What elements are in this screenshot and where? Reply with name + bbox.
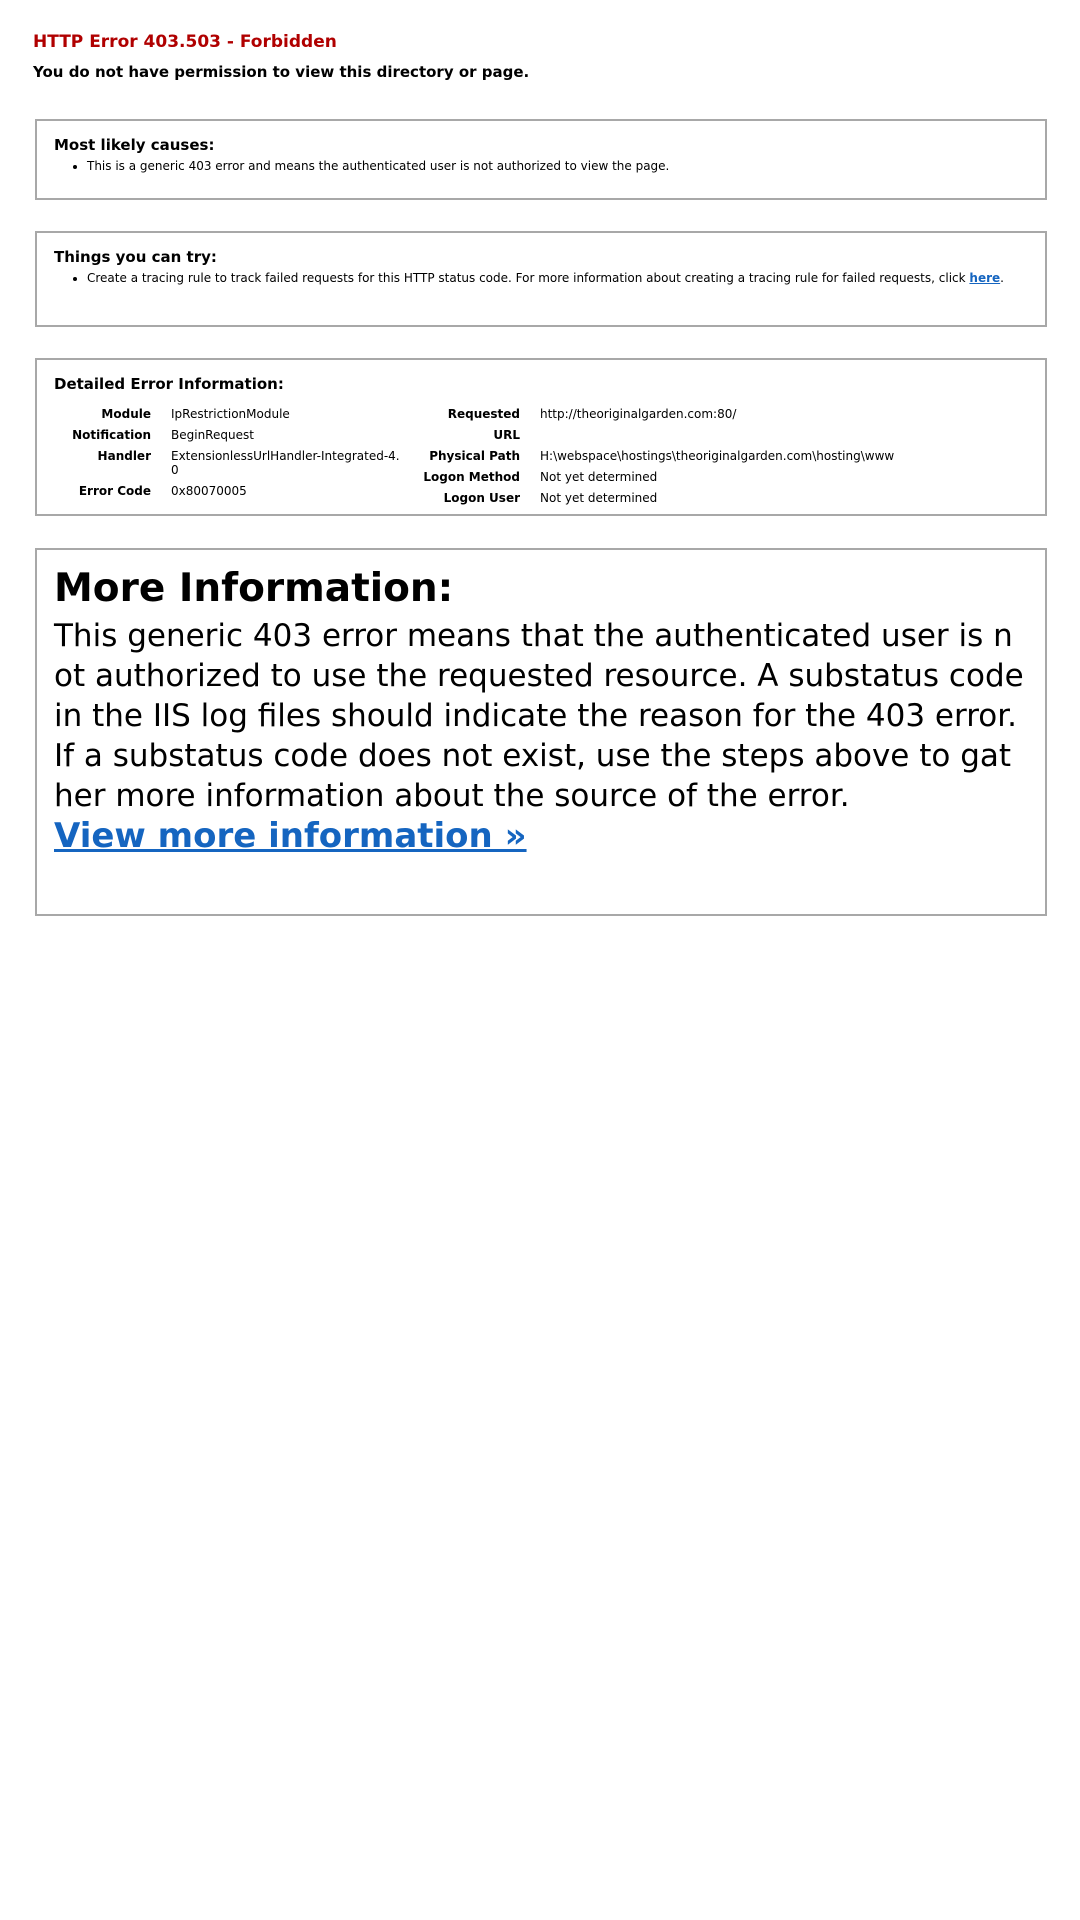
table-row bbox=[54, 446, 406, 481]
try-item-suffix: . bbox=[1000, 271, 1004, 285]
causes-list bbox=[54, 159, 1029, 173]
physical-path-value: H:\webspace\hostings\theoriginalgarden.com\hosting\www bbox=[540, 449, 895, 463]
try-item-text: Create a tracing rule to track failed requests for this HTTP status code. For more information about creating a tracing rule for failed requests, click bbox=[87, 271, 970, 285]
view-more-information-link[interactable]: View more information » bbox=[54, 816, 527, 856]
details-heading: Detailed Error Information: bbox=[54, 375, 284, 393]
things-to-try-panel bbox=[35, 231, 1047, 327]
more-information-panel bbox=[35, 548, 1047, 916]
table-row bbox=[417, 488, 894, 509]
requested-url-value: http://theoriginalgarden.com:80/ bbox=[540, 407, 737, 421]
try-item bbox=[87, 271, 1029, 285]
try-heading: Things you can try: bbox=[54, 248, 217, 266]
handler-value: ExtensionlessUrlHandler-Integrated-4.0 bbox=[171, 449, 400, 477]
table-row bbox=[54, 404, 406, 425]
error-header bbox=[33, 30, 1043, 82]
details-table-left bbox=[54, 404, 406, 502]
logon-method-value: Not yet determined bbox=[540, 470, 658, 484]
more-body: This generic 403 error means that the authenticated user is not authorized to use the requested resource. A substatus code in the IIS log files should indicate the reason for the 403 error. If a substatus code does not exist, use the steps above to gather more information about the source of the error. bbox=[54, 618, 1024, 814]
logon-user-value: Not yet determined bbox=[540, 491, 658, 505]
table-row bbox=[417, 467, 894, 488]
requested-url-label: Requested URL bbox=[447, 407, 520, 442]
module-label: Module bbox=[101, 407, 151, 421]
notification-value: BeginRequest bbox=[171, 428, 254, 442]
logon-method-label: Logon Method bbox=[423, 470, 520, 484]
table-row bbox=[54, 481, 406, 502]
error-code-value: 0x80070005 bbox=[171, 484, 247, 498]
handler-label: Handler bbox=[97, 449, 151, 463]
more-heading: More Information: bbox=[54, 566, 454, 611]
notification-label: Notification bbox=[72, 428, 151, 442]
details-table-right bbox=[417, 404, 894, 509]
module-value: IpRestrictionModule bbox=[171, 407, 290, 421]
tracing-rule-here-link[interactable]: here bbox=[969, 271, 1001, 285]
error-subtitle: You do not have permission to view this directory or page. bbox=[33, 63, 530, 81]
try-list bbox=[54, 271, 1029, 285]
cause-item: • This is a generic 403 error and means the authenticated user is not authorized to view the page. bbox=[87, 159, 1029, 173]
table-row bbox=[417, 446, 894, 467]
detailed-error-panel bbox=[35, 358, 1047, 516]
error-title: HTTP Error 403.503 - Forbidden bbox=[33, 32, 337, 52]
causes-heading: Most likely causes: bbox=[54, 136, 215, 154]
physical-path-label: Physical Path bbox=[429, 449, 520, 463]
logon-user-label: Logon User bbox=[443, 491, 520, 505]
table-row bbox=[417, 404, 894, 446]
table-row bbox=[54, 425, 406, 446]
error-code-label: Error Code bbox=[78, 484, 151, 498]
most-likely-causes-panel bbox=[35, 119, 1047, 200]
